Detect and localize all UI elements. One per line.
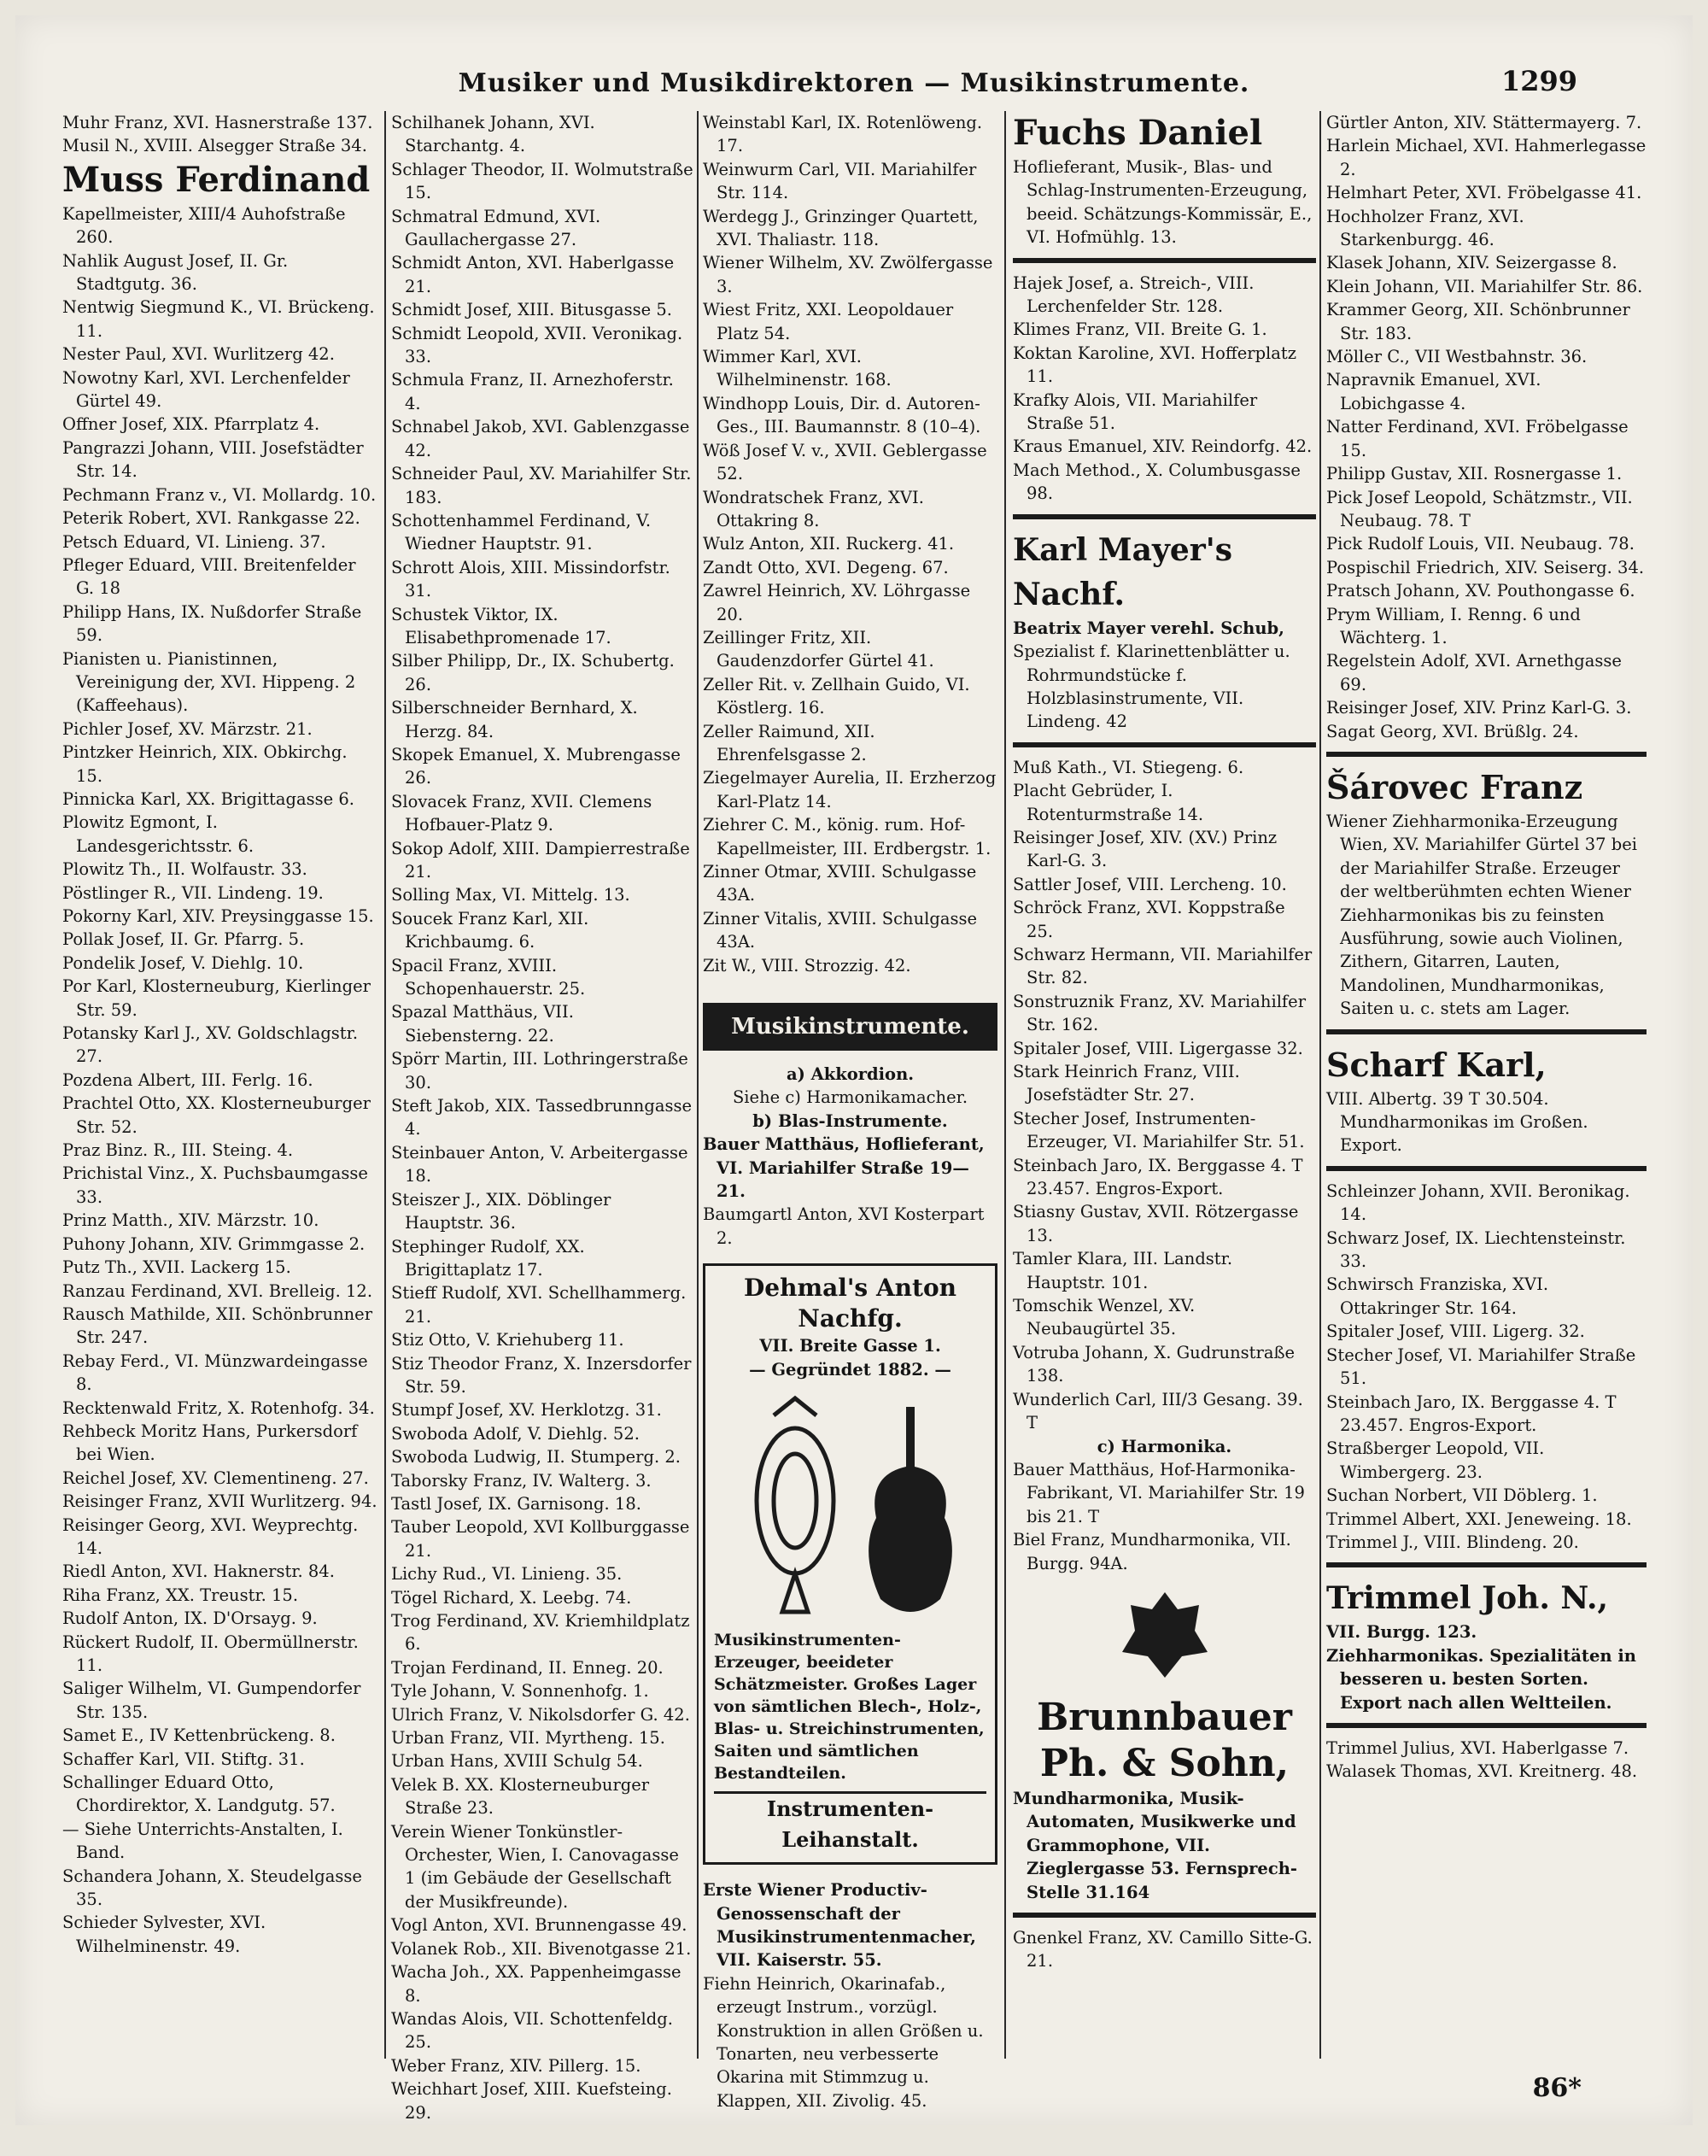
ad-text: Musikinstrumenten-Erzeuger, beeideter Schätzmeister. Großes Lager von sämtlichen Blech-, Holz-, Blas- u. Streichinstrumenten, Saiten und sämtlichen Bestandteilen. [714, 1631, 985, 1784]
list-item: Möller C., VII Westbahnstr. 36. [1326, 347, 1588, 367]
ad-name: Brunnbauer [1037, 1695, 1292, 1739]
list-item: Pokorny Karl, XIV. Preysinggasse 15. [62, 906, 374, 926]
list-item: Schröck Franz, XVI. Koppstraße 25. [1013, 898, 1285, 941]
list-item: Swoboda Adolf, V. Diehlg. 52. [391, 1423, 640, 1444]
list-item: Schwarz Josef, IX. Liechtensteinstr. 33. [1326, 1227, 1626, 1272]
subsection-title: a) Akkordion. [786, 1064, 915, 1085]
list-item: Schaffer Karl, VII. Stiftg. 31. [62, 1749, 305, 1769]
list-item: Bauer Matthäus, Hof-Harmonika-Fabrikant, VI. Mariahilfer Str. 19 bis 21. T [1013, 1459, 1305, 1526]
list-item: Schieder Sylvester, XVI. Wilhelminenstr. 49. [62, 1913, 266, 1956]
list-item: Biel Franz, Mundharmonika, VII. Burgg. 94A. [1013, 1530, 1291, 1573]
list-item: Prym William, I. Renng. 6 und Wächterg. 1. [1326, 604, 1581, 647]
list-item: Steinbauer Anton, V. Arbeitergasse 18. [391, 1142, 688, 1186]
list-item: Urban Hans, XVIII Schulg 54. [391, 1751, 643, 1772]
list-item: Pondelik Josef, V. Diehlg. 10. [62, 952, 304, 973]
list-item: Zawrel Heinrich, XV. Löhrgasse 20. [703, 581, 971, 624]
list-item: Ziehrer C. M., könig. rum. Hof-Kapellmeister, III. Erdbergstr. 1. [703, 815, 991, 858]
column-4-list [1013, 1458, 1316, 1575]
ad-text: VIII. Albertg. 39 T 30.504. Mundharmonikas im Großen. Export. [1326, 1088, 1588, 1156]
list-item: Stecher Josef, VI. Mariahilfer Straße 51. [1326, 1345, 1636, 1389]
list-item: Nowotny Karl, XVI. Lerchenfelder Gürtel 49. [62, 367, 350, 412]
list-item: Stark Heinrich Franz, VIII. Josefstädter Str. 27. [1013, 1062, 1240, 1105]
list-item: Schneider Paul, XV. Mariahilfer Str. 183. [391, 464, 692, 507]
column-2-list [391, 111, 694, 2124]
list-item: Wöß Josef V. v., XVII. Geblergasse 52. [703, 440, 987, 484]
ad-address: VII. Burgg. 123. [1326, 1622, 1477, 1643]
list-item: Muß Kath., VI. Stiegeng. 6. [1013, 757, 1244, 777]
column-5-list [1326, 111, 1647, 743]
page [15, 15, 1693, 2125]
column-3 [703, 111, 997, 2111]
column-divider [697, 111, 699, 2059]
list-item: Wondratschek Franz, XVI. Ottakring 8. [703, 487, 924, 530]
list-item: Weinstabl Karl, IX. Rotenlöweng. 17. [703, 113, 983, 156]
list-item: Placht Gebrüder, I. Rotenturmstraße 14. [1013, 781, 1204, 824]
list-item: Ulrich Franz, V. Nikolsdorfer G. 42. [391, 1704, 690, 1725]
list-item: Pianisten u. Pianistinnen, Vereinigung der, XVI. Hippeng. 2 (Kaffeehaus). [62, 648, 356, 716]
divider [1013, 1913, 1316, 1918]
ad-text: Spezialist f. Klarinettenblätter u. Rohrmundstücke f. Holzblasinstrumente, VII. Lindeng. 42 [1013, 642, 1290, 732]
column-divider [384, 111, 386, 2059]
instruments-icon [714, 1381, 987, 1629]
list-item: Votruba Johann, X. Gudrunstraße 138. [1013, 1342, 1296, 1386]
list-item: Reisinger Georg, XVI. Weyprechtg. 14. [62, 1514, 359, 1558]
list-item: Steinbach Jaro, IX. Berggasse 4. T 23.457. Engros-Export. [1326, 1391, 1617, 1435]
list-item: Samet E., IV Kettenbrückeng. 8. [62, 1725, 336, 1746]
page-footer: 86* [1532, 2073, 1582, 2103]
list-item: Klein Johann, VII. Mariahilfer Str. 86. [1326, 276, 1643, 296]
list-item: Sokop Adolf, XIII. Dampierrestraße 21. [391, 838, 690, 882]
list-item: Peterik Robert, XVI. Rankgasse 22. [62, 508, 360, 529]
list-item: Tomschik Wenzel, XV. Neubaugürtel 35. [1013, 1296, 1196, 1339]
list-item: Pichler Josef, XV. Märzstr. 21. [62, 718, 313, 739]
list-item: Pinnicka Karl, XX. Brigittagasse 6. [62, 788, 354, 809]
list-item: Tögel Richard, X. Leebg. 74. [391, 1587, 632, 1608]
list-item: Pratsch Johann, XV. Pouthongasse 6. [1326, 581, 1635, 601]
list-item: Schilhanek Johann, XVI. Starchantg. 4. [391, 113, 595, 156]
ad-heading-sarovec: Šárovec Franz [1326, 767, 1583, 806]
section-header: Musikinstrumente. [703, 1003, 997, 1051]
page-title: Musiker und Musikdirektoren — Musikinstrumente. [458, 68, 1250, 98]
divider [1326, 1562, 1647, 1567]
list-item: Steft Jakob, XIX. Tassedbrunngasse 4. [391, 1096, 693, 1140]
list-item: Zinner Otmar, XVIII. Schulgasse 43A. [703, 862, 977, 905]
ad-founded: — Gegründet 1882. — [749, 1359, 951, 1380]
list-item: Musil N., XVIII. Alsegger Straße 34. [62, 136, 367, 156]
column-4-list [1013, 756, 1316, 1435]
page-header [15, 65, 1693, 111]
list-item: Trimmel Julius, XVI. Haberlgasse 7. [1326, 1737, 1629, 1758]
list-item: Recktenwald Fritz, X. Rotenhofg. 34. [62, 1397, 375, 1418]
see-reference: Siehe c) Harmonikamacher. [732, 1087, 968, 1108]
list-item: Zeller Rit. v. Zellhain Guido, VI. Köstlerg. 16. [703, 674, 970, 718]
list-item: Pfleger Eduard, VIII. Breitenfelder G. 18 [62, 554, 356, 599]
column-divider [1004, 111, 1006, 2059]
ad-name: Ph. & Sohn, [1039, 1741, 1290, 1785]
list-item: Schnabel Jakob, XVI. Gablenzgasse 42. [391, 417, 690, 460]
list-item: Hajek Josef, a. Streich-, VIII. Lerchenfelder Str. 128. [1013, 272, 1255, 317]
column-4 [1013, 111, 1316, 2033]
list-item: Vogl Anton, XVI. Brunnengasse 49. [391, 1915, 687, 1936]
list-item: Napravnik Emanuel, XVI. Lobichgasse 4. [1326, 370, 1541, 413]
divider [1013, 258, 1316, 263]
ad-heading: Muss Ferdinand [62, 159, 371, 200]
list-item: Reisinger Josef, XIV. (XV.) Prinz Karl-G. 3. [1013, 827, 1278, 871]
list-item: Hochholzer Franz, XVI. Starkenburgg. 46. [1326, 206, 1524, 250]
list-item: Wulz Anton, XII. Ruckerg. 41. [703, 534, 955, 554]
list-item: Spazal Matthäus, VII. Siebensterng. 22. [391, 1002, 574, 1046]
column-4-list [1013, 272, 1316, 506]
list-item: Helmhart Peter, XVI. Fröbelgasse 41. [1326, 183, 1642, 203]
list-item: Pick Josef Leopold, Schätzmstr., VII. Neubaug. 78. T [1326, 487, 1633, 530]
list-item: Stiasny Gustav, XVII. Rötzergasse 13. [1013, 1202, 1299, 1245]
list-item: Volanek Rob., XII. Bivenotgasse 21. [391, 1938, 692, 1959]
ad-address: VII. Breite Gasse 1. [759, 1336, 941, 1356]
ad-text: Mundharmonika, Musik-Automaten, Musikwerke und Grammophone, VII. Zieglergasse 53. Fernsprech-Stelle 31.164 [1013, 1788, 1297, 1902]
list-item: Reisinger Franz, XVII Wurlitzerg. 94. [62, 1491, 377, 1512]
list-item: Stephinger Rudolf, XX. Brigittaplatz 17. [391, 1236, 585, 1280]
list-item: Prachtel Otto, XX. Klosterneuburger Str. 52. [62, 1093, 371, 1137]
list-item: Werdegg J., Grinzinger Quartett, XVI. Thaliastr. 118. [703, 206, 979, 250]
list-item: Bauer Matthäus, Hoflieferant, VI. Mariahilfer Straße 19—21. [703, 1134, 985, 1202]
column-5-list [1326, 1737, 1647, 1784]
ad-text: Hoflieferant, Musik-, Blas- und Schlag-Instrumenten-Erzeugung, beeid. Schätzungs-Kommissär, E., VI. Hofmühlg. 13. [1013, 157, 1313, 248]
list-item: Zeller Raimund, XII. Ehrenfelsgasse 2. [703, 721, 875, 765]
list-item: Velek B. XX. Klosterneuburger Straße 23. [391, 1774, 650, 1819]
list-item: Schmidt Leopold, XVII. Veronikag. 33. [391, 323, 683, 367]
crest-icon [1114, 1584, 1216, 1686]
list-item: Spitaler Josef, VIII. Ligerg. 32. [1326, 1321, 1585, 1342]
list-item: Schwirsch Franziska, XVI. Ottakringer Str. 164. [1326, 1274, 1549, 1318]
list-item: Sattler Josef, VIII. Lercheng. 10. [1013, 874, 1287, 894]
list-item: Stiz Otto, V. Kriehuberg 11. [391, 1330, 624, 1350]
list-item: Schrott Alois, XIII. Missindorfstr. 31. [391, 557, 670, 601]
list-item: Sagat Georg, XVI. Brüßlg. 24. [1326, 721, 1579, 741]
list-item: Plowitz Th., II. Wolfaustr. 33. [62, 859, 307, 880]
list-item: Puhony Johann, XIV. Grimmgasse 2. [62, 1233, 366, 1254]
list-item: Pospischil Friedrich, XIV. Seiserg. 34. [1326, 557, 1645, 577]
list-item: Pozdena Albert, III. Ferlg. 16. [62, 1069, 313, 1090]
list-item: Schwarz Hermann, VII. Mariahilfer Str. 82. [1013, 944, 1313, 988]
list-item: Krafky Alois, VII. Mariahilfer Straße 51. [1013, 390, 1258, 434]
list-item: Zeillinger Fritz, XII. Gaudenzdorfer Gürtel 41. [703, 627, 934, 671]
list-item: Wiener Wilhelm, XV. Zwölfergasse 3. [703, 253, 993, 296]
list-item: Stiz Theodor Franz, X. Inzersdorfer Str. 59. [391, 1353, 692, 1397]
list-item: Ranzau Ferdinand, XVI. Brelleig. 12. [62, 1280, 373, 1301]
list-item: Taborsky Franz, IV. Walterg. 3. [391, 1470, 652, 1491]
list-item: Silberschneider Bernhard, X. Herzg. 84. [391, 698, 638, 741]
list-item: Zit W., VIII. Strozzig. 42. [703, 955, 911, 975]
list-item: Prichistal Vinz., X. Puchsbaumgasse 33. [62, 1163, 368, 1207]
list-item: Pollak Josef, II. Gr. Pfarrg. 5. [62, 929, 305, 950]
list-item: Riedl Anton, XVI. Haknerstr. 84. [62, 1561, 335, 1582]
list-item: Schlager Theodor, II. Wolmutstraße 15. [391, 159, 693, 203]
list-item: Zinner Vitalis, XVIII. Schulgasse 43A. [703, 908, 978, 952]
list-item: — Siehe Unterrichts-Anstalten, I. Band. [62, 1819, 343, 1863]
list-item: Solling Max, VI. Mittelg. 13. [391, 885, 630, 905]
list-item: Tastl Josef, IX. Garnisong. 18. [391, 1493, 641, 1514]
divider [1013, 514, 1316, 519]
list-item: Klimes Franz, VII. Breite G. 1. [1013, 319, 1267, 340]
list-item: Trimmel J., VIII. Blindeng. 20. [1326, 1532, 1579, 1552]
list-item: Pintzker Heinrich, XIX. Obkirchg. 15. [62, 742, 348, 786]
instruments-illustration [714, 1381, 986, 1629]
list-item: Rehbeck Moritz Hans, Purkersdorf bei Wien. [62, 1421, 358, 1465]
list-item: Steiszer J., XIX. Döblinger Hauptstr. 36. [391, 1189, 611, 1233]
list-item: Trimmel Albert, XXI. Jeneweing. 18. [1326, 1509, 1632, 1529]
list-item: Trojan Ferdinand, II. Enneg. 20. [391, 1657, 664, 1678]
list-item: Schmatral Edmund, XVI. Gaullachergasse 27. [391, 206, 601, 250]
list-item: Gnenkel Franz, XV. Camillo Sitte-G. 21. [1013, 1927, 1313, 1971]
list-item: Stecher Josef, Instrumenten-Erzeuger, VI. Mariahilfer Str. 51. [1013, 1108, 1305, 1152]
divider [1326, 1166, 1647, 1171]
list-item: Tamler Klara, III. Landstr. Hauptstr. 101. [1013, 1249, 1233, 1292]
column-1-list [62, 249, 378, 1959]
list-item: Wiest Fritz, XXI. Leopoldauer Platz 54. [703, 300, 954, 343]
list-item: Schandera Johann, X. Steudelgasse 35. [62, 1866, 362, 1910]
list-item: Silber Philipp, Dr., IX. Schubertg. 26. [391, 651, 675, 694]
list-item: Swoboda Ludwig, II. Stumperg. 2. [391, 1447, 681, 1468]
list-item: Sonstruznik Franz, XV. Mariahilfer Str. 162. [1013, 991, 1307, 1035]
column-2 [391, 111, 694, 2123]
list-item: Wacha Joh., XX. Pappenheimgasse 8. [391, 1962, 681, 2006]
list-item: Weber Franz, XIV. Pillerg. 15. [391, 2055, 641, 2076]
list-item: Verein Wiener Tonkünstler-Orchester, Wien, I. Canovagasse 1 (im Gebäude der Gesellschaft der Musikfreunde). [391, 1821, 679, 1912]
ad-heading-trimmel: Trimmel Joh. N., [1326, 1580, 1609, 1617]
list-item: Petsch Eduard, VI. Linieng. 37. [62, 531, 326, 552]
list-item: Urban Franz, VII. Myrtheng. 15. [391, 1728, 665, 1749]
list-item: Wunderlich Carl, III/3 Gesang. 39. T [1013, 1389, 1303, 1433]
list-item: Trog Ferdinand, XV. Kriemhildplatz 6. [391, 1611, 690, 1655]
list-item: Stieff Rudolf, XVI. Schellhammerg. 21. [391, 1283, 687, 1327]
ad-text: Ziehharmonikas. Spezialitäten in besseren u. besten Sorten. Export nach allen Weltteilen. [1326, 1645, 1636, 1713]
list-item: Putz Th., XVII. Lackerg 15. [62, 1257, 291, 1278]
list-item: Slovacek Franz, XVII. Clemens Hofbauer-Platz 9. [391, 791, 652, 835]
list-item: Mach Method., X. Columbusgasse 98. [1013, 460, 1301, 504]
subsection-title: c) Harmonika. [1097, 1436, 1232, 1456]
list-item: Schallinger Eduard Otto, Chordirektor, X. Landgutg. 57. [62, 1772, 336, 1816]
list-item: Straßberger Leopold, VII. Wimbergerg. 23. [1326, 1438, 1545, 1482]
list-item: Rausch Mathilde, XII. Schönbrunner Str. 247. [62, 1304, 373, 1348]
column-divider [1319, 111, 1321, 2059]
list-item: Schmidt Josef, XIII. Bitusgasse 5. [391, 300, 672, 320]
list-item: Saliger Wilhelm, VI. Gumpendorfer Str. 135. [62, 1679, 361, 1722]
list-item: Philipp Hans, IX. Nußdorfer Straße 59. [62, 601, 362, 646]
list-item: Kraus Emanuel, XIV. Reindorfg. 42. [1013, 436, 1313, 457]
ad-dehmal [703, 1263, 997, 1865]
list-item: Philipp Gustav, XII. Rosnergasse 1. [1326, 464, 1623, 484]
divider [1326, 1723, 1647, 1728]
list-item: Klasek Johann, XIV. Seizergasse 8. [1326, 253, 1617, 273]
ad-name: Dehmal's Anton Nachfg. [744, 1274, 956, 1333]
list-item: Walasek Thomas, XVI. Kreitnerg. 48. [1326, 1761, 1638, 1782]
list-item: Kapellmeister, XIII/4 Auhofstraße 260. [62, 203, 346, 248]
list-item: Plowitz Egmont, I. Landesgerichtsstr. 6. [62, 812, 254, 856]
list-item: Nentwig Siegmund K., VI. Brückeng. 11. [62, 297, 375, 341]
list-item: Erste Wiener Productiv-Genossenschaft der Musikinstrumentenmacher, VII. Kaiserstr. 55. [703, 1880, 976, 1971]
ad-footer: Instrumenten-Leihanstalt. [714, 1791, 986, 1855]
list-item: Wimmer Karl, XVI. Wilhelminenstr. 168. [703, 347, 892, 390]
list-item: Rückert Rudolf, II. Obermüllnerstr. 11. [62, 1632, 359, 1675]
list-item: Tauber Leopold, XVI Kollburggasse 21. [391, 1517, 690, 1561]
list-item: Praz Binz. R., III. Steing. 4. [62, 1140, 294, 1161]
subsection-title: b) Blas-Instrumente. [752, 1110, 948, 1131]
list-item: Muhr Franz, XVI. Hasnerstraße 137. [62, 113, 373, 132]
list-item: Rudolf Anton, IX. D'Orsayg. 9. [62, 1608, 318, 1629]
list-item: Pöstlinger R., VII. Lindeng. 19. [62, 882, 324, 903]
ad-heading-mayer: Karl Mayer's Nachf. [1013, 531, 1233, 612]
divider [1326, 752, 1647, 757]
column-5 [1326, 111, 1647, 2033]
list-item: Schottenhammel Ferdinand, V. Wiedner Hauptstr. 91. [391, 510, 652, 554]
list-item: Pechmann Franz v., VI. Mollardg. 10. [62, 484, 377, 505]
list-item: Spacil Franz, XVIII. Schopenhauerstr. 25. [391, 955, 586, 999]
list-item: Weichhart Josef, XIII. Kuefsteing. 29. [391, 2079, 672, 2123]
list-item: Harlein Michael, XVI. Hahmerlegasse 2. [1326, 136, 1647, 179]
ad-heading-fuchs: Fuchs Daniel [1013, 113, 1263, 153]
list-item: Steinbach Jaro, IX. Berggasse 4. T 23.457. Engros-Export. [1013, 1155, 1303, 1199]
list-item: Pick Rudolf Louis, VII. Neubaug. 78. [1326, 534, 1635, 554]
list-item: Rebay Ferd., VI. Münzwardeingasse 8. [62, 1350, 368, 1395]
list-item: Spörr Martin, III. Lothringerstraße 30. [391, 1049, 688, 1093]
list-item: Wandas Alois, VII. Schottenfeldg. 25. [391, 2008, 673, 2053]
column-3-list [703, 111, 997, 977]
list-item: Baumgartl Anton, XVI Kosterpart 2. [703, 1204, 985, 1248]
list-item: Stumpf Josef, XV. Herklotzg. 31. [391, 1400, 662, 1421]
list-item: Fiehn Heinrich, Okarinafab., erzeugt Instrum., vorzügl. Konstruktion in allen Größen u. Tonarten, neu verbesserte Okarina mit Stimmzug u. Klappen, XII. Zivolig. 45. [703, 1973, 984, 2111]
list-item: Pangrazzi Johann, VIII. Josefstädter Str. 14. [62, 437, 364, 482]
list-item: Schustek Viktor, IX. Elisabethpromenade 17. [391, 604, 611, 647]
list-item: Weinwurm Carl, VII. Mariahilfer Str. 114. [703, 159, 977, 203]
list-item: Reisinger Josef, XIV. Prinz Karl-G. 3. [1326, 698, 1632, 718]
ad-heading-scharf: Scharf Karl, [1326, 1045, 1547, 1084]
list-item: Reichel Josef, XV. Clementineng. 27. [62, 1468, 369, 1488]
list-item: Windhopp Louis, Dir. d. Autoren-Ges., III. Baumannstr. 8 (10–4). [703, 393, 981, 437]
ad-brunnbauer [1013, 1695, 1316, 1904]
list-item: Natter Ferdinand, XVI. Fröbelgasse 15. [1326, 417, 1629, 460]
list-item: Riha Franz, XX. Treustr. 15. [62, 1585, 299, 1605]
list-item: Potansky Karl J., XV. Goldschlagstr. 27. [62, 1023, 359, 1067]
column-1 [62, 111, 378, 2033]
list-item: Schleinzer Johann, XVII. Beronikag. 14. [1326, 1181, 1630, 1225]
list-item: Gürtler Anton, XIV. Stättermayerg. 7. [1326, 113, 1642, 132]
divider [1326, 1029, 1647, 1034]
list-item: Soucek Franz Karl, XII. Krichbaumg. 6. [391, 908, 589, 952]
ad-owner: Beatrix Mayer verehl. Schub, [1013, 618, 1284, 638]
list-item: Por Karl, Klosterneuburg, Kierlinger Str. 59. [62, 976, 371, 1020]
list-item: Skopek Emanuel, X. Mubrengasse 26. [391, 744, 681, 788]
list-item: Regelstein Adolf, XVI. Arnethgasse 69. [1326, 651, 1622, 694]
column-4-list [1013, 1926, 1316, 1973]
list-item: Schmula Franz, II. Arnezhoferstr. 4. [391, 370, 674, 413]
ad-text: Wiener Ziehharmonika-Erzeugung Wien, XV. Mariahilfer Gürtel 37 bei der Mariahilfer Straße. Erzeuger der weltberühmten echten Wiener Ziehharmonikas bis zu feinsten Ausführung, sowie auch Violinen, Zithern, Gitarren, Lauten, Mandolinen, Mundharmonikas, Saiten u. c. stets am Lager. [1326, 811, 1638, 1019]
list-item: Suchan Norbert, VII Döblerg. 1. [1326, 1485, 1598, 1506]
list-item: Offner Josef, XIX. Pfarrplatz 4. [62, 414, 320, 435]
column-5-list [1326, 1180, 1647, 1555]
page-number: 1299 [1500, 65, 1577, 97]
list-item: Tyle Johann, V. Sonnenhofg. 1. [391, 1681, 649, 1702]
list-item: Prinz Matth., XIV. Märzstr. 10. [62, 1210, 319, 1231]
list-item: Zandt Otto, XVI. Degeng. 67. [703, 557, 949, 577]
list-item: Ziegelmayer Aurelia, II. Erzherzog Karl-Platz 14. [703, 768, 997, 811]
divider [1013, 742, 1316, 747]
list-item: Nahlik August Josef, II. Gr. Stadtgutg. 36. [62, 250, 289, 295]
list-item: Koktan Karoline, XVI. Hofferplatz 11. [1013, 343, 1297, 387]
list-item: Spitaler Josef, VIII. Ligergasse 32. [1013, 1038, 1303, 1058]
list-item: Lichy Rud., VI. Linieng. 35. [391, 1564, 623, 1585]
list-item: Krammer Georg, XII. Schönbrunner Str. 183. [1326, 300, 1630, 343]
list-item: Schmidt Anton, XVI. Haberlgasse 21. [391, 253, 675, 296]
list-item: Nester Paul, XVI. Wurlitzerg 42. [62, 344, 335, 365]
